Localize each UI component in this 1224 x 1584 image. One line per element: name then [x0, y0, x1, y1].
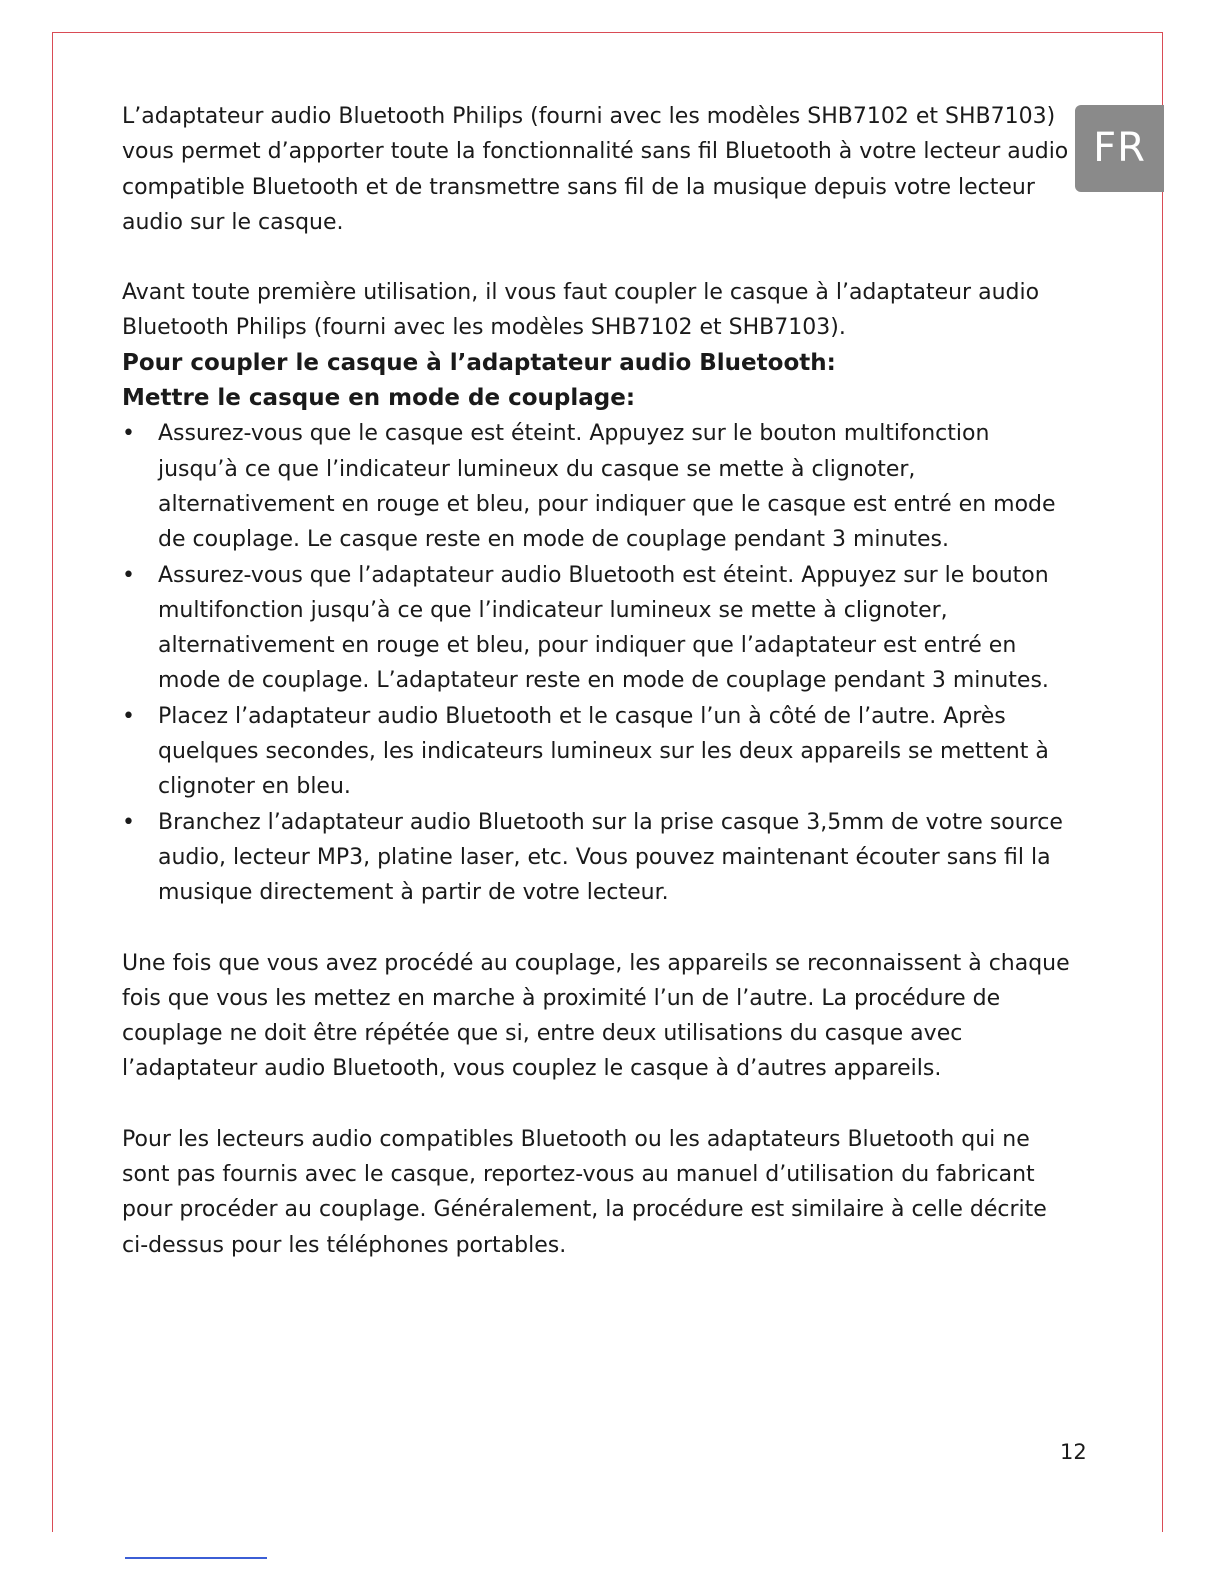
list-item: • Branchez l’adaptateur audio Bluetooth sur la prise casque 3,5mm de votre source audio, lecteur MP3, platine laser, etc. Vous pouvez maintenant écouter sans fil la musique directement à partir de votre lecteur.: [122, 805, 1072, 911]
page-number: 12: [1060, 1440, 1087, 1464]
list-item: • Assurez-vous que le casque est éteint. Appuyez sur le bouton multifonction jusqu’à ce que l’indicateur lumineux du casque se mette à clignoter, alternativement en rouge et bleu, pour indiquer que le casque est entré en mode de couplage. Le casque reste en mode de couplage pendant 3 minutes.: [122, 416, 1072, 557]
language-tab: FR: [1075, 105, 1164, 192]
pairing-steps-list: [122, 416, 1072, 910]
after-pairing-paragraph: Une fois que vous avez procédé au couplage, les appareils se reconnaissent à chaque fois que vous les mettez en marche à proximité l’un de l’autre. La procédure de couplage ne doit être répétée que si, entre deux utilisations du casque avec l’adaptateur audio Bluetooth, vous couplez le casque à d’autres appareils.: [122, 950, 1070, 1082]
manual-content: [122, 99, 1072, 1263]
other-players-paragraph: Pour les lecteurs audio compatibles Bluetooth ou les adaptateurs Bluetooth qui ne sont pas fournis avec le casque, reportez-vous au manuel d’utilisation du fabricant pour procéder au couplage. Généralement, la procédure est similaire à celle décrite ci-dessus pour les téléphones portables.: [122, 1126, 1047, 1258]
pairing-mode-heading: Mettre le casque en mode de couplage:: [122, 385, 636, 412]
before-first-use-paragraph: Avant toute première utilisation, il vous faut coupler le casque à l’adaptateur audio Bluetooth Philips (fourni avec les modèles SHB7102 et SHB7103).: [122, 280, 1040, 341]
link-underline: [125, 1557, 267, 1559]
list-item: • Placez l’adaptateur audio Bluetooth et le casque l’un à côté de l’autre. Après quelques secondes, les indicateurs lumineux sur les deux appareils se mettent à clignoter en bleu.: [122, 699, 1072, 805]
intro-paragraph: L’adaptateur audio Bluetooth Philips (fourni avec les modèles SHB7102 et SHB7103) vous permet d’apporter toute la fonctionnalité sans fil Bluetooth à votre lecteur audio compatible Bluetooth et de transmettre sans fil de la musique depuis votre lecteur audio sur le casque.: [122, 104, 1069, 235]
pairing-heading: Pour coupler le casque à l’adaptateur audio Bluetooth:: [122, 349, 836, 376]
list-item: • Assurez-vous que l’adaptateur audio Bluetooth est éteint. Appuyez sur le bouton multifonction jusqu’à ce que l’indicateur lumineux se mette à clignoter, alternativement en rouge et bleu, pour indiquer que l’adaptateur est entré en mode de couplage. L’adaptateur reste en mode de couplage pendant 3 minutes.: [122, 558, 1072, 699]
